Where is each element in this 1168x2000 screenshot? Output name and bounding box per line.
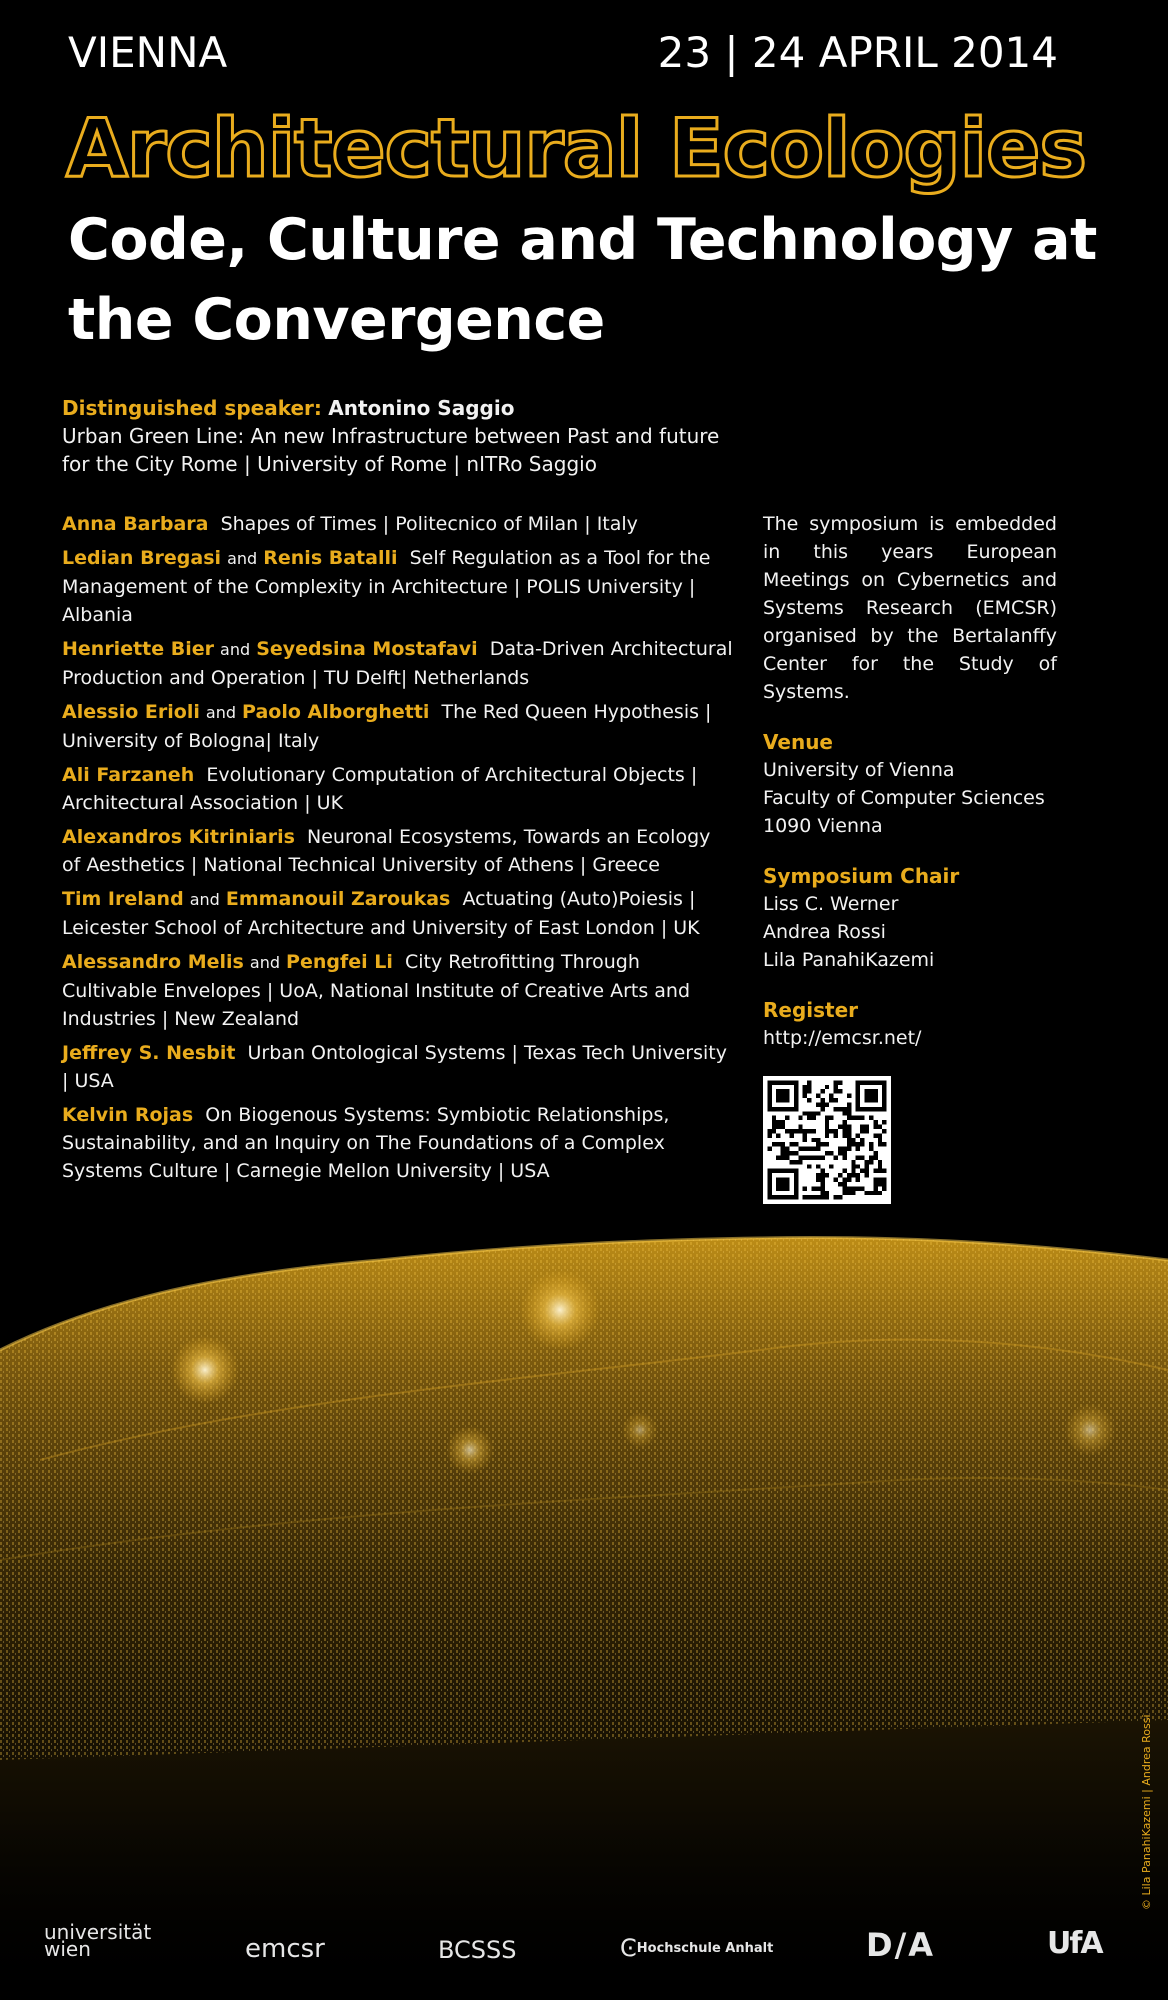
speaker-talk: Neuronal Ecosystems, Towards an Ecology of Aesthetics | National Technical University of Athens | Greece xyxy=(62,826,711,876)
connector-text: and xyxy=(189,890,220,909)
logo-hochschule-anhalt[interactable] xyxy=(620,1934,773,1962)
speaker-talk: Data-Driven Architectural Production and Operation | TU Delft| Netherlands xyxy=(62,638,733,689)
venue-section xyxy=(763,728,1057,840)
speaker-name: Emmanouil Zaroukas xyxy=(225,888,451,910)
speaker-name: Paolo Alborghetti xyxy=(242,701,430,723)
venue-line: 1090 Vienna xyxy=(763,815,883,837)
speaker-name: Jeffrey S. Nesbit xyxy=(62,1042,236,1064)
speaker-list xyxy=(62,510,734,1191)
connector-text: and xyxy=(220,640,251,659)
info-column xyxy=(763,510,1057,1074)
speaker-name: Alessio Erioli xyxy=(62,701,200,723)
city-point-cloud-image xyxy=(0,1200,1168,2000)
speaker-name: Henriette Bier xyxy=(62,638,214,660)
speaker-entry xyxy=(62,698,734,755)
logo-uni-line: wien xyxy=(44,1937,91,1961)
logo-ufa[interactable]: UfA xyxy=(1047,1926,1102,1961)
speaker-name: Ali Farzaneh xyxy=(62,764,195,786)
event-title: Architectural Ecologies xyxy=(66,102,1086,195)
speaker-talk: City Retrofitting Through Cultivable Envelopes | UoA, National Institute of Creative Arts and Industries | New Zealand xyxy=(62,951,691,1030)
speaker-talk: Actuating (Auto)Poiesis | Leicester School of Architecture and University of East London | UK xyxy=(62,888,700,939)
keynote-name: Antonino Saggio xyxy=(328,396,515,420)
speaker-entry xyxy=(62,510,734,538)
qr-code-icon[interactable] xyxy=(763,1076,891,1204)
speaker-entry xyxy=(62,635,734,692)
speaker-name: Alessandro Melis xyxy=(62,951,244,973)
speaker-name: Tim Ireland xyxy=(62,888,184,910)
speaker-name: Anna Barbara xyxy=(62,513,209,535)
keynote-talk: Urban Green Line: An new Infrastructure between Past and future for the City Rome | University of Rome | nITRo Saggio xyxy=(62,424,720,476)
speaker-name: Kelvin Rojas xyxy=(62,1104,194,1126)
logo-hochschule-text: Hochschule Anhalt xyxy=(636,1941,774,1956)
event-subtitle: Code, Culture and Technology at the Convergence xyxy=(68,207,1097,353)
register-section xyxy=(763,996,1057,1052)
register-title: Register xyxy=(763,998,859,1022)
chair-title: Symposium Chair xyxy=(763,864,960,888)
chair-name: Andrea Rossi xyxy=(763,921,886,943)
connector-text: and xyxy=(227,549,258,568)
hochschule-mark-icon: Ͼ xyxy=(620,1934,637,1962)
logo-universitaet-wien[interactable] xyxy=(44,1920,152,1961)
speaker-name: Pengfei Li xyxy=(286,951,393,973)
speaker-entry xyxy=(62,823,734,879)
register-link[interactable]: http://emcsr.net/ xyxy=(763,1027,922,1049)
symposium-blurb: The symposium is embedded in this years European Meetings on Cybernetics and Systems Research (EMCSR) organised by the Bertalanffy Center for the Study of Systems. xyxy=(763,513,1057,703)
speaker-talk: The Red Queen Hypothesis | University of Bologna| Italy xyxy=(62,701,712,752)
event-date: 23 | 24 APRIL 2014 xyxy=(657,28,1058,77)
venue-title: Venue xyxy=(763,730,833,754)
speaker-entry xyxy=(62,761,734,817)
logo-uni-line: universität xyxy=(44,1920,152,1944)
speaker-entry xyxy=(62,1039,734,1095)
speaker-talk: Self Regulation as a Tool for the Management of the Complexity in Architecture | POLIS University | Albania xyxy=(62,547,711,626)
image-credit: © Lila PanahiKazemi | Andrea Rossi xyxy=(1140,1714,1153,1910)
logo-emcsr[interactable]: emcsr xyxy=(245,1934,325,1964)
connector-text: and xyxy=(205,703,236,722)
keynote-label: Distinguished speaker: xyxy=(62,396,322,420)
speaker-talk: On Biogenous Systems: Symbiotic Relationships, Sustainability, and an Inquiry on The Foundations of a Complex Systems Culture | Carnegie Mellon University | USA xyxy=(62,1104,670,1182)
chair-section xyxy=(763,862,1057,974)
chair-name: Liss C. Werner xyxy=(763,893,899,915)
venue-line: University of Vienna xyxy=(763,759,955,781)
speaker-talk: Evolutionary Computation of Architectural Objects | Architectural Association | UK xyxy=(62,764,698,814)
speaker-entry xyxy=(62,885,734,942)
speaker-name: Alexandros Kitriniaris xyxy=(62,826,295,848)
speaker-entry xyxy=(62,1101,734,1185)
speaker-name: Seyedsina Mostafavi xyxy=(256,638,478,660)
logo-dia[interactable]: D/A xyxy=(866,1926,936,1964)
speaker-name: Ledian Bregasi xyxy=(62,547,222,569)
keynote-section xyxy=(62,394,742,478)
connector-text: and xyxy=(249,953,280,972)
speaker-name: Renis Batalli xyxy=(263,547,398,569)
speaker-entry xyxy=(62,544,734,629)
venue-line: Faculty of Computer Sciences xyxy=(763,787,1045,809)
event-city: VIENNA xyxy=(68,28,228,77)
logo-bcsss[interactable]: BCSSS xyxy=(438,1936,517,1964)
speaker-entry xyxy=(62,948,734,1033)
chair-name: Lila PanahiKazemi xyxy=(763,949,935,971)
speaker-talk: Urban Ontological Systems | Texas Tech University | USA xyxy=(62,1042,727,1092)
speaker-talk: Shapes of Times | Politecnico of Milan | Italy xyxy=(220,513,638,535)
